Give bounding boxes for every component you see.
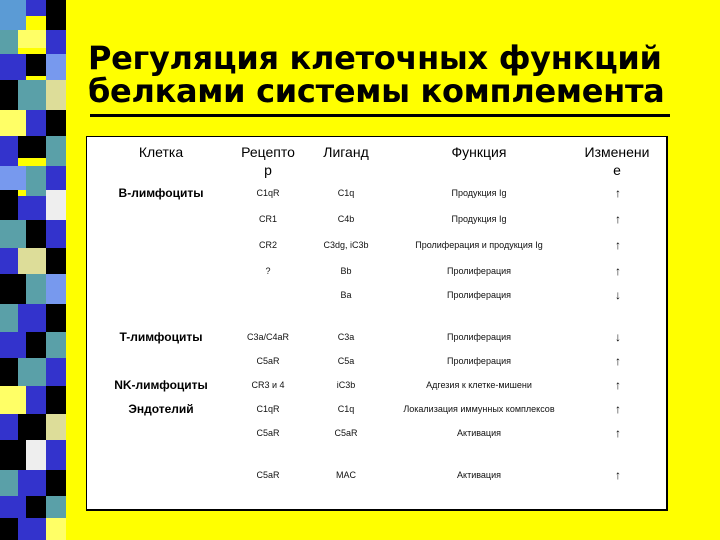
stripe-block — [0, 166, 26, 190]
cell-type — [89, 421, 233, 445]
arrow-down-icon: ↓ — [615, 288, 621, 302]
function-value: Продукция Ig — [451, 214, 507, 224]
stripe-block — [46, 332, 66, 358]
stripe-block — [26, 0, 46, 16]
stripe-block — [0, 136, 18, 166]
stripe-block — [46, 470, 66, 496]
stripe-block — [26, 54, 46, 76]
stripe-block — [0, 54, 26, 80]
stripe-block — [26, 220, 46, 248]
stripe-block — [0, 274, 26, 304]
header-change: Изменени е — [584, 144, 650, 178]
function-value: Пролиферация — [446, 266, 512, 276]
table-row — [87, 463, 667, 487]
stripe-block — [26, 440, 46, 470]
table-row — [87, 283, 667, 307]
stripe-block — [46, 0, 66, 30]
table-row — [87, 421, 667, 445]
header-receptor: Рецепто р — [241, 144, 295, 178]
stripe-block — [0, 80, 18, 110]
stripe-block — [18, 136, 46, 158]
stripe-block — [18, 30, 46, 48]
function-value: Пролиферация — [446, 290, 512, 300]
table-row — [87, 181, 667, 205]
receptor-value: C1qR — [256, 188, 280, 198]
cell-type — [89, 463, 233, 487]
arrow-up-icon: ↑ — [615, 402, 621, 416]
ligand-value: C3dg, iC3b — [323, 240, 369, 250]
receptor-value: ? — [265, 266, 271, 276]
stripe-block — [26, 274, 46, 304]
cell-type — [89, 349, 233, 373]
stripe-block — [0, 518, 18, 540]
table-row — [87, 373, 667, 397]
title-line-2: белками системы комплемента — [88, 72, 665, 110]
cell-type: NK-лимфоциты — [114, 378, 208, 392]
arrow-up-icon: ↑ — [615, 186, 621, 200]
cell-type — [89, 207, 233, 231]
receptor-value: CR3 и 4 — [251, 380, 285, 390]
ligand-value: Bb — [340, 266, 352, 276]
function-value: Активация — [457, 470, 501, 480]
table-row — [87, 259, 667, 283]
stripe-block — [18, 358, 46, 386]
stripe-block — [46, 358, 66, 386]
function-value: Пролиферация — [446, 332, 512, 342]
ligand-value: Ba — [340, 290, 352, 300]
arrow-up-icon: ↑ — [615, 354, 621, 368]
cell-type: T-лимфоциты — [119, 330, 203, 344]
ligand-value: C3a — [337, 332, 355, 342]
stripe-block — [0, 332, 26, 358]
ligand-value: C5a — [337, 356, 355, 366]
ligand-value: C1q — [337, 188, 355, 198]
stripe-block — [0, 440, 26, 470]
stripe-block — [46, 304, 66, 332]
stripe-block — [46, 54, 66, 80]
function-value: Локализация иммунных комплексов — [403, 404, 555, 414]
receptor-value: CR1 — [258, 214, 277, 224]
stripe-block — [26, 110, 46, 136]
stripe-block — [46, 190, 66, 220]
complement-table — [86, 136, 668, 511]
title-underline — [90, 114, 670, 117]
stripe-block — [26, 386, 46, 414]
cell-type — [89, 259, 233, 283]
receptor-value: C5aR — [256, 356, 280, 366]
decorative-stripe — [0, 0, 84, 540]
header-cell: Клетка — [138, 144, 184, 160]
receptor-value: C5aR — [256, 428, 280, 438]
stripe-block — [0, 414, 18, 440]
stripe-block — [46, 166, 66, 190]
title-line-1: Регуляция клеточных функций — [88, 39, 662, 77]
stripe-block — [26, 332, 46, 358]
stripe-block — [46, 414, 66, 440]
stripe-block — [46, 496, 66, 518]
stripe-block — [46, 248, 66, 274]
stripe-block — [18, 248, 46, 274]
receptor-value: CR2 — [258, 240, 277, 250]
ligand-value: C1q — [337, 404, 355, 414]
header-ligand: Лиганд — [323, 144, 369, 160]
receptor-value: C5aR — [256, 470, 280, 480]
stripe-block — [0, 358, 18, 386]
stripe-block — [46, 386, 66, 414]
table-row — [87, 325, 667, 349]
stripe-block — [0, 496, 26, 518]
ligand-value: C4b — [337, 214, 355, 224]
table-row — [87, 233, 667, 257]
stripe-block — [26, 166, 46, 196]
ligand-value: C5aR — [334, 428, 358, 438]
function-value: Активация — [457, 428, 501, 438]
stripe-block — [0, 0, 26, 30]
slide-title — [88, 39, 708, 110]
stripe-block — [18, 304, 46, 332]
arrow-up-icon: ↑ — [615, 238, 621, 252]
stripe-block — [0, 304, 18, 332]
stripe-block — [46, 274, 66, 304]
stripe-block — [18, 196, 46, 220]
function-value: Продукция Ig — [451, 188, 507, 198]
table-row — [87, 207, 667, 231]
table-row — [87, 397, 667, 421]
cell-type — [89, 283, 233, 307]
cell-type: Эндотелий — [128, 402, 194, 416]
stripe-block — [26, 496, 46, 518]
stripe-block — [0, 30, 18, 54]
stripe-block — [0, 190, 18, 220]
ligand-value: iC3b — [336, 380, 356, 390]
arrow-up-icon: ↑ — [615, 426, 621, 440]
stripe-block — [46, 80, 66, 110]
stripe-block — [46, 440, 66, 470]
receptor-value: C3a/C4aR — [246, 332, 290, 342]
cell-type — [89, 233, 233, 257]
stripe-block — [0, 110, 26, 136]
arrow-up-icon: ↑ — [615, 264, 621, 278]
arrow-down-icon: ↓ — [615, 330, 621, 344]
stripe-block — [18, 470, 46, 496]
stripe-block — [46, 136, 66, 166]
stripe-block — [0, 220, 26, 248]
stripe-block — [18, 80, 46, 110]
receptor-value: C1qR — [256, 404, 280, 414]
arrow-up-icon: ↑ — [615, 212, 621, 226]
arrow-up-icon: ↑ — [615, 468, 621, 482]
receptor-value — [235, 283, 301, 307]
stripe-block — [46, 110, 66, 136]
function-value: Пролиферация — [446, 356, 512, 366]
stripe-block — [46, 220, 66, 248]
stripe-block — [18, 518, 46, 540]
stripe-block — [46, 518, 66, 540]
function-value: Адгезия к клетке-мишени — [426, 380, 532, 390]
arrow-up-icon: ↑ — [615, 378, 621, 392]
function-value: Пролиферация и продукция Ig — [415, 240, 543, 250]
stripe-block — [0, 470, 18, 496]
stripe-block — [18, 414, 46, 440]
ligand-value: MAC — [336, 470, 356, 480]
stripe-block — [0, 386, 26, 414]
cell-type: B-лимфоциты — [118, 186, 204, 200]
table-row — [87, 349, 667, 373]
stripe-block — [46, 30, 66, 54]
stripe-block — [0, 248, 18, 274]
header-function: Функция — [451, 144, 507, 160]
